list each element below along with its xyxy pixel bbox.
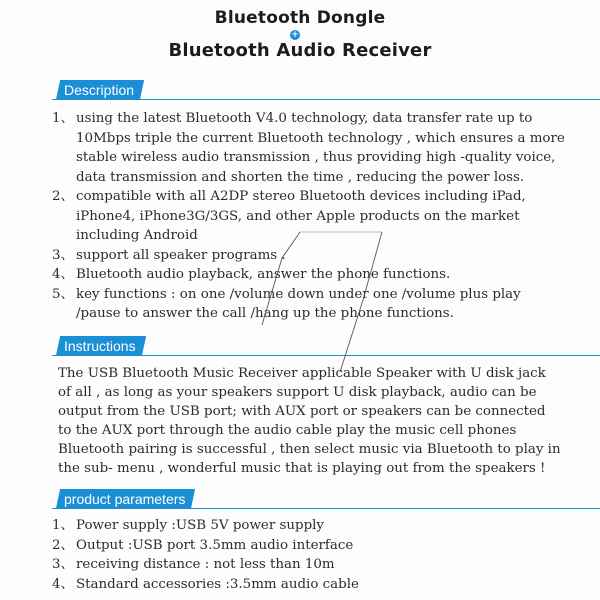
- paragraph-line: to the AUX port through the audio cable play the music cell phones: [58, 423, 517, 438]
- paragraph-line: the sub- menu , wonderful music that is playing out from the speakers !: [58, 461, 546, 476]
- plus-icon: +: [291, 30, 299, 40]
- paragraph-line: of all , as long as your speakers support U disk playback, audio can be: [58, 385, 537, 400]
- item-number: 1、: [52, 518, 74, 533]
- item-text: data transmission and shorten the time , reducing the power loss.: [76, 169, 525, 185]
- item-text: key functions : on one /volume down under one /volume plus play: [76, 286, 521, 302]
- item-text: Bluetooth audio playback, answer the phone functions.: [76, 267, 451, 282]
- item-number: 4、: [52, 576, 74, 592]
- item-text: 10Mbps triple the current Bluetooth technology , which ensures a more: [76, 130, 565, 146]
- item-text: iPhone4, iPhone3G/3GS, and other Apple products on the market: [76, 208, 520, 224]
- paragraph-line: Bluetooth pairing is successful , then select music via Bluetooth to play in: [58, 442, 561, 457]
- item-number: 2、: [52, 537, 74, 553]
- instructions-heading-label: Instructions: [64, 338, 136, 354]
- title-line-2: Bluetooth Audio Receiver: [168, 40, 432, 61]
- item-number: 3、: [52, 557, 74, 572]
- scribble-line: [262, 232, 300, 325]
- item-number: 3、: [52, 247, 74, 263]
- item-text: Power supply :USB 5V power supply: [76, 518, 324, 533]
- item-number: 5、: [52, 286, 74, 302]
- parameters-heading-label: product parameters: [64, 491, 186, 507]
- paragraph-line: output from the USB port; with AUX port or speakers can be connected: [58, 404, 546, 419]
- item-text: using the latest Bluetooth V4.0 technology, data transfer rate up to: [76, 111, 533, 126]
- item-text: support all speaker programs .: [76, 247, 286, 263]
- item-number: 2、: [52, 189, 74, 204]
- title-line-1: Bluetooth Dongle: [214, 8, 386, 28]
- paragraph-line: The USB Bluetooth Music Receiver applicable Speaker with U disk jack: [58, 366, 546, 381]
- item-text: Output :USB port 3.5mm audio interface: [76, 537, 354, 553]
- item-text: stable wireless audio transmission , thus providing high -quality voice,: [76, 150, 556, 165]
- item-text: including Android: [76, 228, 198, 243]
- item-number: 4、: [52, 267, 74, 282]
- item-text: compatible with all A2DP stereo Bluetooth devices including iPad,: [76, 189, 526, 204]
- item-number: 1、: [52, 111, 74, 126]
- item-text: Standard accessories :3.5mm audio cable: [76, 576, 359, 592]
- scribble-line: [340, 232, 382, 372]
- description-heading-label: Description: [64, 82, 135, 98]
- item-text: /pause to answer the call /hang up the phone functions.: [76, 306, 454, 321]
- item-text: receiving distance : not less than 10m: [76, 557, 335, 572]
